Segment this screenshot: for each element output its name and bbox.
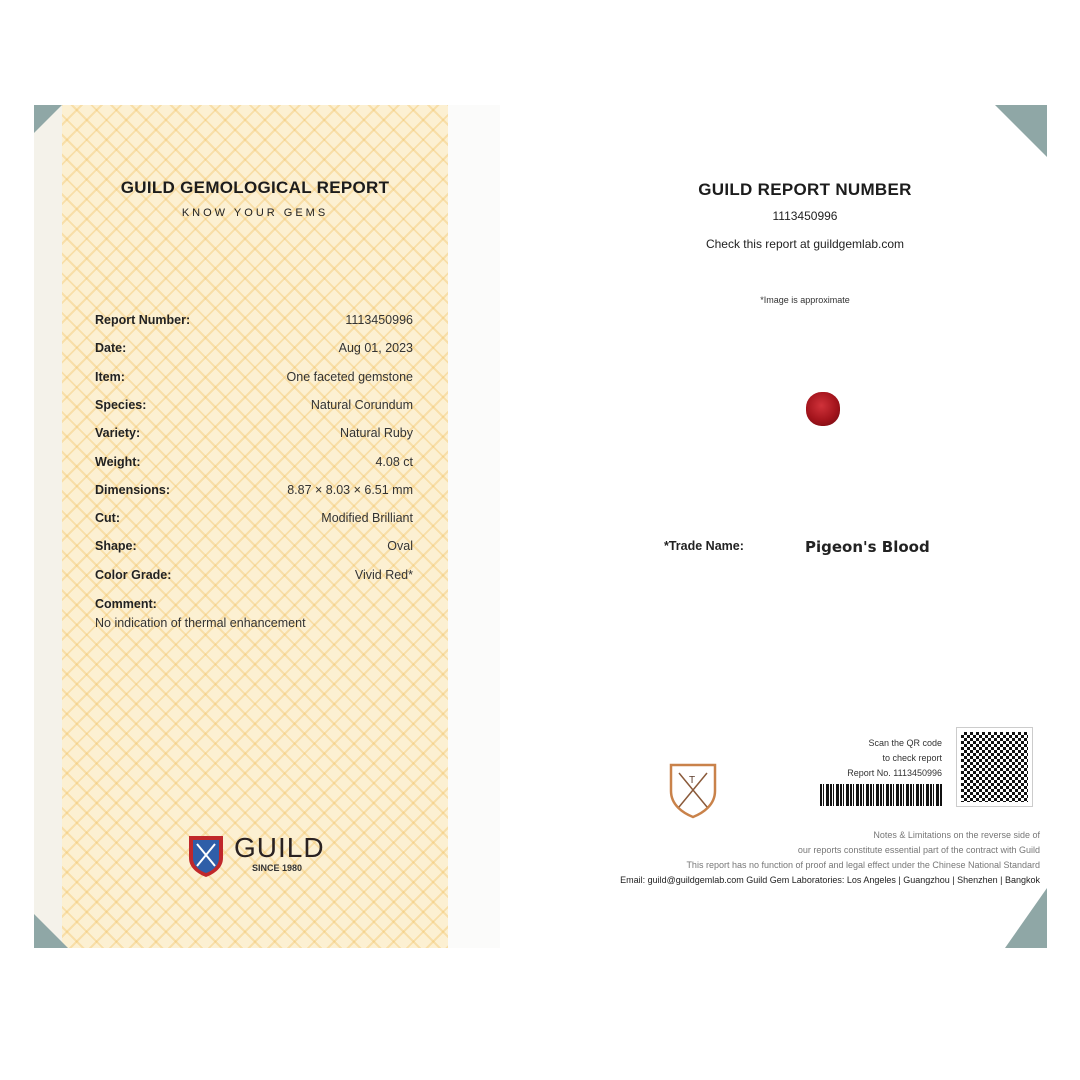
- field-row: [95, 426, 413, 446]
- gemstone-image: [806, 392, 840, 426]
- logo-name: GUILD: [234, 832, 325, 863]
- corner-top-left: [34, 105, 62, 133]
- notes-line-3: This report has no function of proof and legal effect under the Chinese National Standard: [686, 860, 1040, 870]
- field-label: Shape:: [95, 539, 137, 554]
- qr-caption-2: to check report: [882, 753, 942, 763]
- notes-line-1: Notes & Limitations on the reverse side of: [873, 830, 1040, 840]
- right-panel: [500, 105, 1047, 948]
- field-row: [95, 483, 413, 503]
- field-value: Modified Brilliant: [321, 511, 413, 526]
- left-margin-strip: [34, 105, 62, 948]
- comment-label: Comment:: [95, 597, 157, 611]
- image-note: *Image is approximate: [760, 295, 850, 305]
- field-row: [95, 370, 413, 390]
- field-label: Dimensions:: [95, 482, 171, 497]
- corner-top-right: [995, 105, 1047, 157]
- field-value: Oval: [387, 539, 413, 554]
- qr-code[interactable]: [956, 727, 1033, 807]
- field-value: Vivid Red*: [354, 567, 413, 582]
- field-row: [95, 341, 413, 361]
- qr-caption-1: Scan the QR code: [868, 738, 942, 748]
- qr-caption-3: Report No. 1113450996: [847, 768, 942, 778]
- svg-text:T: T: [689, 775, 696, 786]
- corner-bottom-left: [34, 914, 68, 948]
- notes-line-2: our reports constitute essential part of the contract with Guild: [797, 845, 1040, 855]
- guild-crest-hologram: [665, 757, 721, 828]
- field-value: Aug 01, 2023: [338, 341, 413, 356]
- corner-bottom-right: [1005, 888, 1047, 948]
- field-value: 1113450996: [345, 313, 413, 327]
- field-label: Color Grade:: [95, 567, 172, 582]
- comment-text: No indication of thermal enhancement: [95, 616, 306, 630]
- field-value: 8.87 × 8.03 × 6.51 mm: [287, 482, 413, 497]
- report-number: 1113450996: [772, 209, 838, 223]
- verify-link[interactable]: Check this report at guildgemlab.com: [705, 237, 905, 251]
- field-value: Natural Ruby: [340, 426, 413, 441]
- field-value: 4.08 ct: [375, 454, 413, 469]
- field-row: [95, 568, 413, 588]
- field-row: [95, 511, 413, 531]
- field-label: Species:: [95, 397, 147, 412]
- field-value: Natural Corundum: [310, 397, 413, 412]
- field-row: [95, 455, 413, 475]
- field-label: Item:: [95, 369, 125, 384]
- logo-since: SINCE 1980: [252, 863, 303, 873]
- field-row: [95, 539, 413, 559]
- report-number-title: GUILD REPORT NUMBER: [698, 180, 912, 199]
- field-row: [95, 313, 413, 333]
- guild-shield-logo: [186, 830, 226, 883]
- field-label: Weight:: [95, 454, 141, 469]
- barcode: [820, 784, 943, 806]
- field-label: Date:: [95, 341, 127, 356]
- field-label: Cut:: [95, 511, 120, 526]
- field-value: One faceted gemstone: [286, 369, 413, 384]
- tagline: KNOW YOUR GEMS: [181, 207, 329, 219]
- field-row: [95, 398, 413, 418]
- field-label: Report Number:: [95, 313, 191, 327]
- trade-name-value: Pigeon's Blood: [805, 538, 930, 556]
- contact-line: Email: guild@guildgemlab.com Guild Gem Laboratories: Los Angeles | Guangzhou | Shenzhen | Bangkok: [620, 875, 1040, 885]
- trade-name-label: *Trade Name:: [664, 539, 744, 553]
- field-label: Variety:: [95, 426, 141, 441]
- report-title: GUILD GEMOLOGICAL REPORT: [120, 178, 390, 197]
